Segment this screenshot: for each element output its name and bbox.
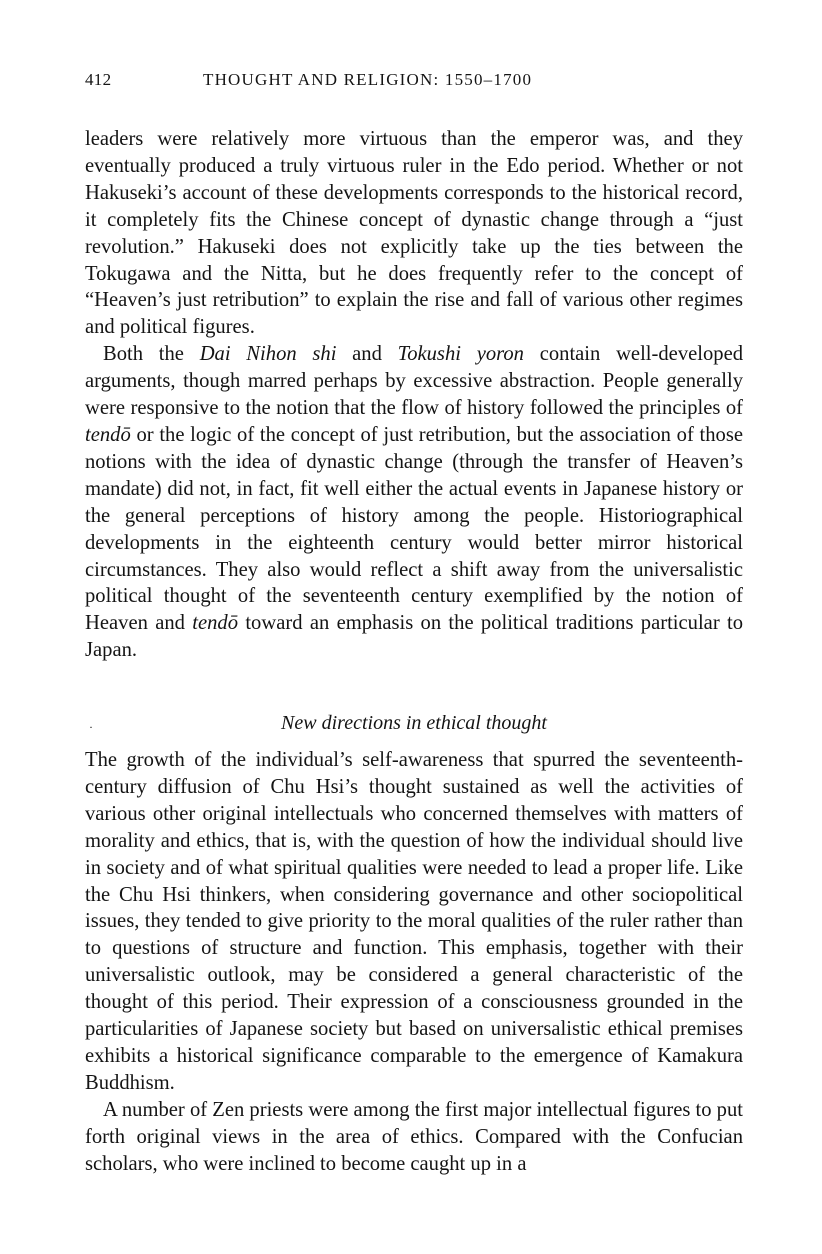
paragraph-histories: Both the Dai Nihon shi and Tokushi yoron contain well-developed arguments, though marred perhaps by excessive abstraction. People generally were responsive to the notion that the flow of history followed the principles of tendō or the logic of the concept of just retribution, but the association of those notions with the idea of dynastic change (through the transfer of Heaven’s mandate) did not, in fact, fit well either the actual events in Japanese history or the general perceptions of history among the people. Historiographical developments in the eighteenth century would better mirror historical circumstances. They also would reflect a shift away from the universalistic political thought of the seventeenth century exemplified by the notion of Heaven and tendō toward an emphasis on the political traditions particular to Japan. [85,343,744,662]
term-tendo: tendō [192,612,239,635]
body-text [85,126,743,1178]
page-number: 412 [85,70,112,89]
running-head [85,70,743,100]
running-title: THOUGHT AND RELIGION: 1550–1700 [203,70,533,89]
title-dai-nihon-shi: Dai Nihon shi [199,343,337,366]
paragraph-continuation: leaders were relatively more virtuous than the emperor was, and they eventually produced a truly virtuous ruler in the Edo period. Whether or not Hakuseki’s account of these developments corresponds to the historical record, it completely fits the Chinese concept of dynastic change through a “just revolution.” Hakuseki does not explicitly take up the ties between the Tokugawa and the Nitta, but he does frequently refer to the concept of “Heaven’s just retribution” to explain the rise and fall of various other regimes and political figures. [85,128,743,339]
book-page [85,70,743,1178]
section-heading-text: New directions in ethical thought [281,712,547,735]
title-tokushi-yoron: Tokushi yoron [397,343,524,366]
paragraph-ethics: The growth of the individual’s self-awareness that spurred the seventeenth-century diffusion of Chu Hsi’s thought sustained as well the activities of various other original intellectuals who concerned themselves with matters of morality and ethics, that is, with the question of how the individual should live in society and of what spiritual qualities were needed to lead a proper life. Like the Chu Hsi thinkers, when considering governance and other sociopolitical issues, they tended to give priority to the moral qualities of the ruler rather than to questions of structure and function. This emphasis, together with their universalistic outlook, may be considered a general characteristic of the thought of this period. Their expression of a consciousness grounded in the particularities of Japanese society but based on universalistic ethical premises exhibits a historical significance comparable to the emergence of Kamakura Buddhism. [85,749,743,1094]
section-heading [85,710,743,737]
paragraph-zen-priests: A number of Zen priests were among the first major intellectual figures to put forth original views in the area of ethics. Compared with the Confucian scholars, who were inclined to become caught up in a [85,1098,743,1175]
stray-mark: · [89,720,93,735]
term-tendo: tendō [85,423,131,446]
